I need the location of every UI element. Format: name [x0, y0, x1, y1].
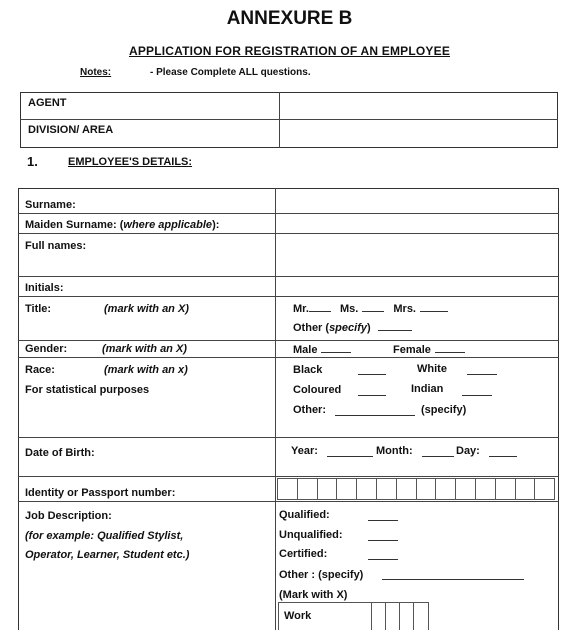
title-options-row1: Mr. Ms. Mrs.: [293, 301, 448, 315]
id-digit-box[interactable]: [455, 478, 476, 500]
id-digit-box[interactable]: [495, 478, 516, 500]
full-names-label: Full names:: [25, 240, 87, 252]
title-other-blank[interactable]: [378, 320, 412, 331]
dob-day-blank[interactable]: [489, 446, 517, 457]
race-specify: (specify): [421, 404, 467, 416]
id-digit-box[interactable]: [356, 478, 377, 500]
title-hint: (mark with an X): [104, 303, 189, 315]
coloured-blank[interactable]: [358, 385, 386, 396]
mr-blank[interactable]: [309, 301, 331, 312]
mrs-blank[interactable]: [420, 301, 448, 312]
unqualified-blank[interactable]: [368, 530, 398, 541]
work-box[interactable]: [385, 602, 400, 630]
race-black: Black: [293, 364, 323, 376]
id-digit-box[interactable]: [376, 478, 397, 500]
job-example-line2: Operator, Learner, Student etc.): [25, 549, 190, 561]
id-digit-box[interactable]: [396, 478, 417, 500]
race-hint: (mark with an x): [104, 364, 188, 376]
job-example-line1: (for example: Qualified Stylist,: [25, 530, 184, 542]
race-other-blank[interactable]: [335, 405, 415, 416]
gender-male: Male: [293, 342, 351, 356]
male-blank[interactable]: [321, 342, 351, 353]
notes-text: - Please Complete ALL questions.: [150, 67, 311, 78]
initials-label: Initials:: [25, 282, 64, 294]
gender-female: Female: [393, 342, 465, 356]
ms-blank[interactable]: [362, 301, 384, 312]
job-mark-hint: (Mark with X): [279, 589, 348, 601]
job-qualified: Qualified:: [279, 509, 330, 521]
full-names-field[interactable]: [277, 235, 557, 275]
dob-month: Month:: [376, 445, 413, 457]
id-digit-box[interactable]: [515, 478, 536, 500]
section-number: 1.: [27, 154, 38, 169]
white-blank[interactable]: [467, 364, 497, 375]
division-label: DIVISION/ AREA: [28, 124, 114, 136]
race-other: Other:: [293, 404, 326, 416]
id-digit-box[interactable]: [277, 478, 298, 500]
certified-blank[interactable]: [368, 549, 398, 560]
work-box[interactable]: [399, 602, 414, 630]
race-coloured: Coloured: [293, 384, 342, 396]
initials-field[interactable]: [277, 278, 557, 295]
female-blank[interactable]: [435, 342, 465, 353]
division-field[interactable]: [281, 121, 556, 146]
indian-blank[interactable]: [462, 385, 492, 396]
section-title: EMPLOYEE'S DETAILS:: [68, 156, 193, 168]
surname-field[interactable]: [277, 190, 557, 212]
gender-hint: (mark with an X): [102, 343, 187, 355]
job-work: Work: [284, 610, 312, 622]
id-digit-box[interactable]: [416, 478, 437, 500]
id-label: Identity or Passport number:: [25, 487, 176, 499]
race-indian: Indian: [411, 383, 444, 395]
id-digit-box[interactable]: [534, 478, 555, 500]
title-other-row: Other (specify): [293, 320, 412, 334]
work-box[interactable]: [371, 602, 386, 630]
form-subtitle: APPLICATION FOR REGISTRATION OF AN EMPLOYEE: [128, 44, 451, 58]
id-digit-box[interactable]: [317, 478, 338, 500]
dob-day: Day:: [456, 445, 480, 457]
job-other-blank[interactable]: [382, 569, 524, 580]
id-digit-box[interactable]: [297, 478, 318, 500]
page-title: ANNEXURE B: [226, 8, 353, 29]
id-digit-box[interactable]: [475, 478, 496, 500]
race-white: White: [417, 363, 447, 375]
work-box[interactable]: [413, 602, 429, 630]
surname-label: Surname:: [25, 199, 76, 211]
agent-field[interactable]: [281, 94, 556, 118]
qualified-blank[interactable]: [368, 510, 398, 521]
job-unqualified: Unqualified:: [279, 529, 343, 541]
dob-year-blank[interactable]: [327, 446, 373, 457]
notes-label: Notes:: [80, 67, 112, 78]
gender-label: Gender:: [25, 343, 68, 355]
id-digit-box[interactable]: [336, 478, 357, 500]
black-blank[interactable]: [358, 364, 386, 375]
job-certified: Certified:: [279, 548, 328, 560]
dob-label: Date of Birth:: [25, 447, 95, 459]
maiden-surname-field[interactable]: [277, 215, 557, 232]
dob-year: Year:: [291, 445, 318, 457]
agent-label: AGENT: [28, 97, 67, 109]
dob-month-blank[interactable]: [422, 446, 454, 457]
title-label: Title:: [25, 303, 52, 315]
job-other: Other : (specify): [279, 569, 364, 581]
job-label: Job Description:: [25, 510, 112, 522]
maiden-surname-label: Maiden Surname: (where applicable):: [25, 219, 220, 231]
id-digit-box[interactable]: [435, 478, 456, 500]
race-note: For statistical purposes: [25, 384, 150, 396]
race-label: Race:: [25, 364, 55, 376]
